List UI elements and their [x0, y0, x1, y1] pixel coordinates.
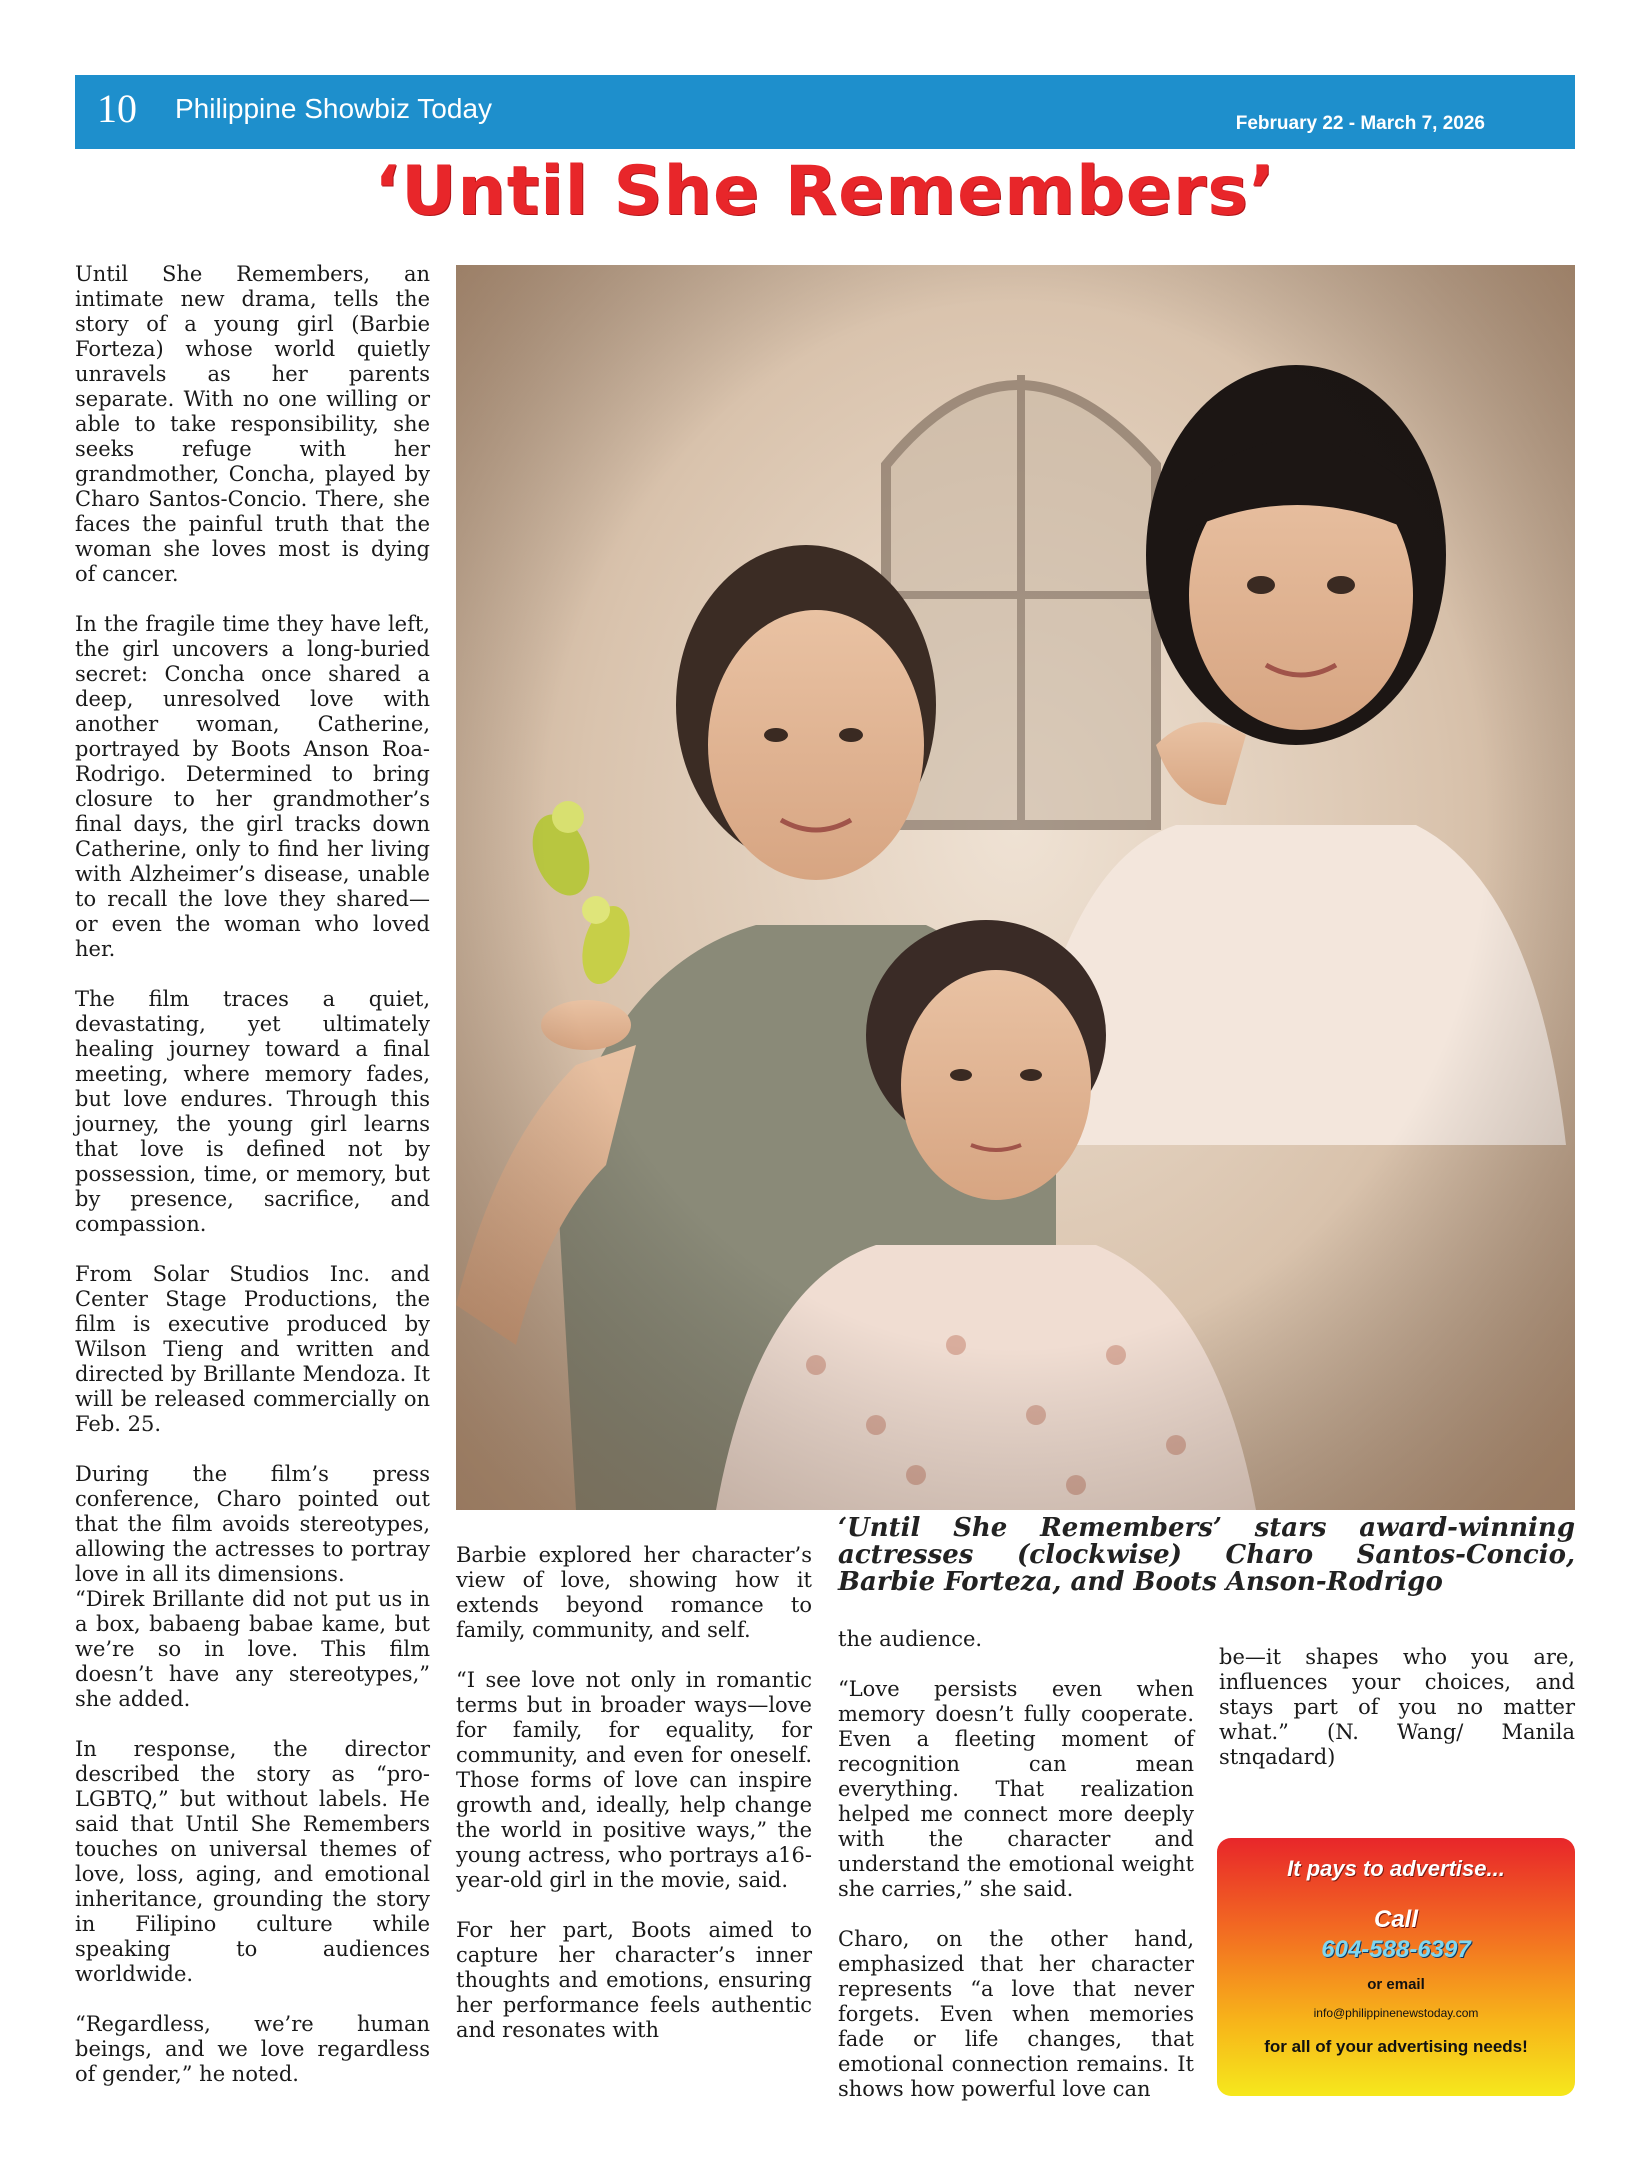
publication-name: Philippine Showbiz Today: [175, 93, 493, 124]
issue-date: February 22 - March 7, 2026: [1235, 113, 1485, 134]
advertise-box: [1217, 1838, 1575, 2096]
paragraph: “Direk Brillante did not put us in a box, babaeng babae kame, but we’re so in love. This film doesn’t have any stereotypes,” she added.: [75, 1587, 430, 1711]
ad-or-email-label: or email: [1367, 1976, 1425, 1993]
movie-poster-photo: [456, 265, 1575, 1510]
article-column-1: [75, 262, 430, 2112]
ad-slogan: It pays to advertise...: [1287, 1856, 1505, 1881]
paragraph: “I see love not only in romantic terms but in broader ways—love for family, for equality, for community, and even for oneself. Those forms of love can inspire growth and, ideally, help change the world in positive ways,” the young actress, who portrays a16-year-old girl in the movie, said.: [456, 1668, 812, 1892]
paragraph: “Regardless, we’re human beings, and we love regardless of gender,” he noted.: [75, 2012, 430, 2086]
article-column-3: [838, 1627, 1194, 2127]
paragraph: During the film’s press conference, Charo pointed out that the film avoids stereotypes, allowing the actresses to portray love in all its dimensions.: [75, 1462, 430, 1586]
paragraph: From Solar Studios Inc. and Center Stage Productions, the film is executive produced by Wilson Tieng and written and directed by Brillante Mendoza. It will be released commercially on Feb. 25.: [75, 1262, 430, 1436]
paragraph: In the fragile time they have left, the girl uncovers a long-buried secret: Concha once shared a deep, unresolved love with another woman, Catherine, portrayed by Boots Anson Roa-Rodrigo. Determined to bring closure to her grandmother’s final days, the girl tracks down Catherine, only to find her living with Alzheimer’s disease, unable to recall the love they shared—or even the woman who loved her.: [75, 612, 430, 961]
page-number: 10: [97, 86, 137, 131]
paragraph: the audience.: [838, 1627, 983, 1651]
ad-call-label: Call: [1373, 1906, 1418, 1933]
ad-phone-number[interactable]: 604-588-6397: [1321, 1936, 1471, 1963]
poster-illustration: [456, 265, 1575, 1510]
article-column-2: [456, 1543, 812, 2068]
paragraph: In response, the director described the story as “pro-LGBTQ,” but without labels. He said that Until She Remembers touches on universal themes of love, loss, aging, and emotional inheritance, grounding the story in Filipino culture while speaking to audiences worldwide.: [75, 1737, 430, 1986]
ad-closing-text: for all of your advertising needs!: [1264, 2037, 1528, 2056]
paragraph: For her part, Boots aimed to capture her character’s inner thoughts and emotions, ensuring her performance feels authentic and resonates with: [456, 1918, 812, 2042]
paragraph: The film traces a quiet, devastating, yet ultimately healing journey toward a final meeting, where memory fades, but love endures. Through this journey, the young girl learns that love is defined not by possession, time, or memory, but by presence, sacrifice, and compassion.: [75, 987, 430, 1236]
paragraph: Charo, on the other hand, emphasized that her character represents “a love that never forgets. Even when memories fade or life changes, that emotional connection remains. It shows how powerful love can: [838, 1927, 1194, 2101]
paragraph: Barbie explored her character’s view of love, showing how it extends beyond romance to family, community, and self.: [456, 1543, 812, 1642]
ad-email-link[interactable]: info@philippinenewstoday.com: [1313, 2006, 1479, 2020]
article-headline: ‘Until She Remembers’: [374, 152, 1276, 231]
paragraph: be—it shapes who you are, influences your choices, and stays part of you no matter what.” (N. Wang/ Manila stnqadard): [1219, 1645, 1575, 1769]
page-header: [75, 75, 1575, 149]
article-column-4: [1219, 1645, 1575, 1795]
paragraph: Until She Remembers, an intimate new drama, tells the story of a young girl (Barbie Forteza) whose world quietly unravels as her parents separate. With no one willing or able to take responsibility, she seeks refuge with her grandmother, Concha, played by Charo Santos-Concio. There, she faces the painful truth that the woman she loves most is dying of cancer.: [75, 262, 430, 586]
photo-caption: ‘Until She Remembers’ stars award-winning actresses (clockwise) Charo Santos-Concio, Barbie Forteza, and Boots Anson-Rodrigo: [838, 1513, 1575, 1597]
paragraph: “Love persists even when memory doesn’t fully cooperate. Even a fleeting moment of recognition can mean everything. That realization helped me connect more deeply with the character and understand the emotional weight she carries,” she said.: [838, 1677, 1194, 1901]
